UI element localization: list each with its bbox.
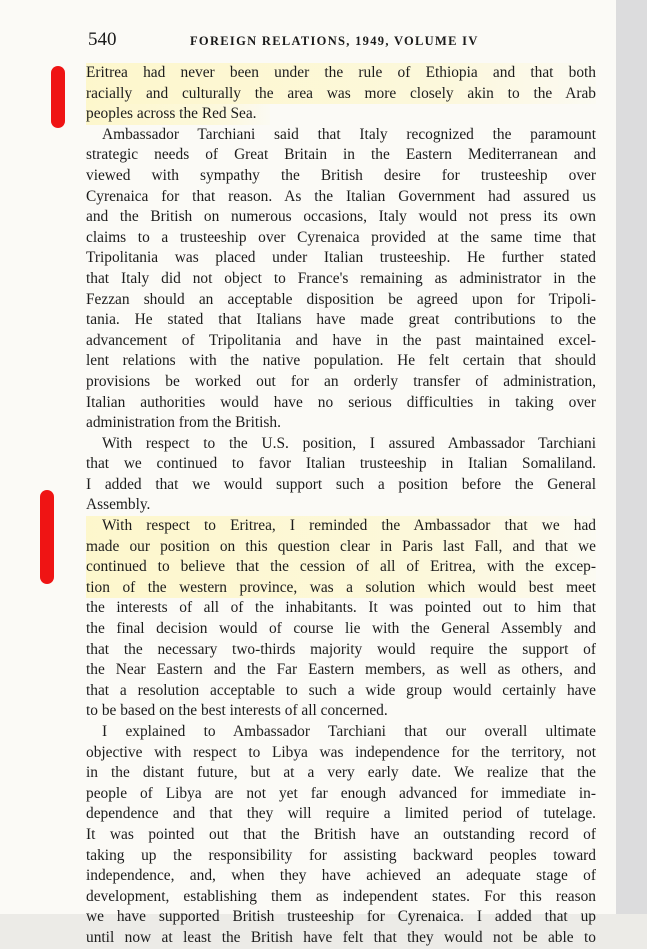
text-line: Assembly. (86, 496, 151, 514)
text-line: I explained to Ambassador Tarchiani that our overall ultimate (102, 723, 596, 740)
text-line: objective with respect to Libya was independence for the territory, not (86, 743, 596, 761)
text-line: that we continued to favor Italian trusteeship in Italian Somaliland. (86, 455, 596, 473)
text-line: the final decision would of course lie with the General Assembly and (86, 620, 596, 638)
text-line: I added that we would support such a position before the General (86, 475, 596, 493)
text-line: that the necessary two-thirds majority would require the support of (86, 640, 596, 658)
text-line: development, establishing them as independent states. For this reason (86, 887, 596, 905)
text-line: the interests of all of the inhabitants. It was pointed out to him that (86, 599, 596, 617)
text-line: the Near Eastern and the Far Eastern members, as well as others, and (86, 661, 596, 679)
text-line: until now at least the British have felt that they would not be able to (86, 928, 596, 946)
text-line: to be based on the best interests of all concerned. (86, 702, 388, 720)
text-line: strategic needs of Great Britain in the Eastern Mediterranean and (86, 146, 596, 164)
page-header (88, 29, 608, 51)
text-line: and the British on numerous occasions, Italy would not press its own (86, 208, 596, 226)
text-line: lent relations with the native population. He felt certain that should (86, 352, 596, 370)
text-line: that a resolution acceptable to such a wide group would certainly have (86, 681, 596, 699)
text-line: It was pointed out that the British have an outstanding record of (86, 825, 596, 843)
page-number: 540 (88, 29, 117, 50)
text-line: we have supported British trusteeship for Cyrenaica. I added that up (86, 908, 596, 926)
text-line: independence, and, when they have achieved an adequate stage of (86, 867, 596, 885)
red-margin-marker (51, 66, 65, 128)
text-line: provisions be worked out for an orderly transfer of administration, (86, 372, 596, 390)
text-line: that Italy did not object to France's remaining as administrator in the (86, 269, 596, 287)
text-line: tion of the western province, was a solution which would best meet (86, 578, 596, 599)
text-line: advancement of Tripolitania and have in the past maintained excel- (86, 331, 596, 349)
text-line: Italian authorities would have no serious difficulties in taking over (86, 393, 596, 411)
text-line: viewed with sympathy the British desire for trusteeship over (86, 166, 596, 184)
text-line: Ambassador Tarchiani said that Italy recognized the paramount (102, 125, 596, 143)
text-line: Fezzan should an acceptable disposition be agreed upon for Tripoli- (86, 290, 596, 308)
text-line: people of Libya are not yet far enough advanced for immediate in- (86, 784, 596, 802)
text-line: Eritrea had never been under the rule of Ethiopia and that both (86, 63, 596, 84)
text-line: Cyrenaica for that reason. As the Italian Government had assured us (86, 187, 596, 205)
text-line: racially and culturally the area was more closely akin to the Arab (86, 84, 596, 105)
text-line: With respect to Eritrea, I reminded the Ambassador that we had (86, 516, 596, 537)
text-line: claims to a trusteeship over Cyrenaica provided at the same time that (86, 228, 596, 246)
running-head: FOREIGN RELATIONS, 1949, VOLUME IV (190, 34, 479, 48)
document-body (86, 63, 596, 949)
text-line: tania. He stated that Italians have made great contributions to the (86, 311, 596, 329)
text-line: in the distant future, but at a very early date. We realize that the (86, 764, 596, 782)
red-margin-marker (40, 490, 54, 584)
text-line: Tripolitania was placed under Italian trusteeship. He further stated (86, 249, 596, 267)
text-line: dependence and that they will require a limited period of tutelage. (86, 805, 596, 823)
text-line: taking up the responsibility for assisting backward peoples toward (86, 846, 596, 864)
text-line: peoples across the Red Sea. (86, 104, 270, 125)
text-line: With respect to the U.S. position, I assured Ambassador Tarchiani (102, 434, 596, 452)
text-line: made our position on this question clear in Paris last Fall, and that we (86, 537, 596, 558)
text-line: continued to believe that the cession of all of Eritrea, with the excep- (86, 557, 596, 578)
text-line: administration from the British. (86, 414, 281, 432)
viewer-margin (616, 0, 647, 914)
